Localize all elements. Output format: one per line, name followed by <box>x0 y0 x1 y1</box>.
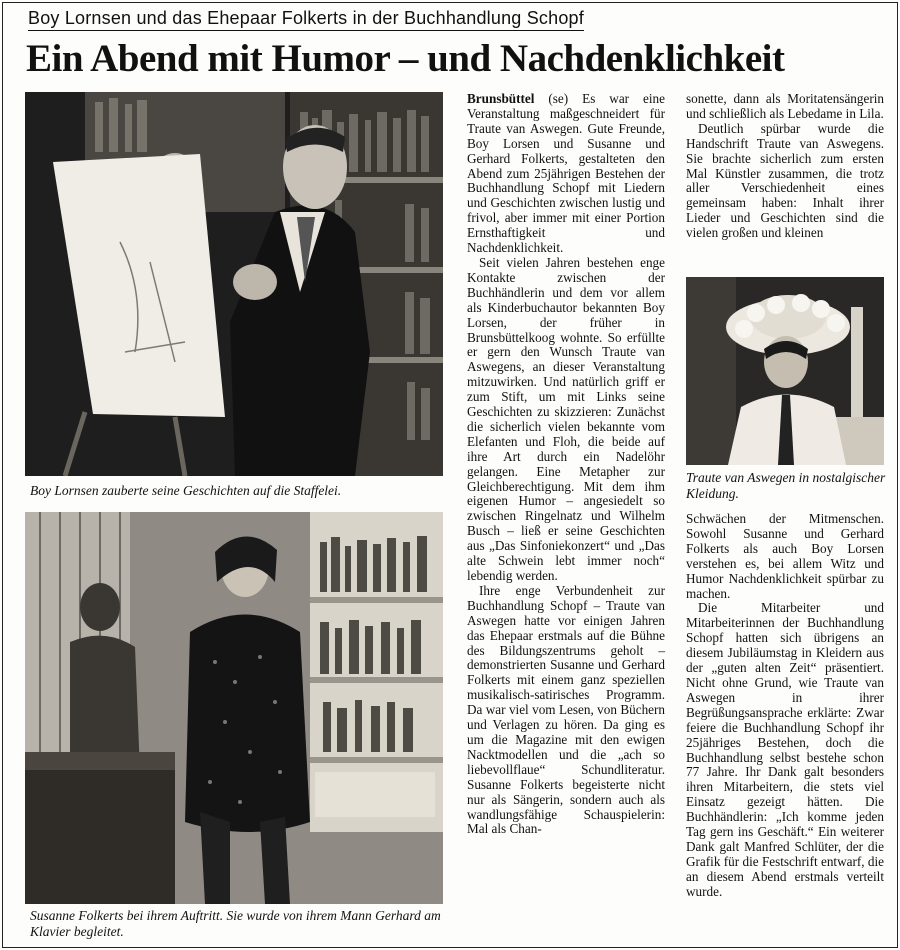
photo-traute-caption: Traute van Aswegen in nostalgischer Kleidung. <box>686 470 886 501</box>
article-column-3-bottom <box>686 512 884 900</box>
photo-man-caption: Boy Lornsen zauberte seine Geschichten auf die Staffelei. <box>30 483 342 498</box>
article-paragraph: Brunsbüttel (se) Es war eine Veranstaltung maßgeschneidert für Traute van Aswegen. Gute Freunde, Boy Lorsen und Susanne und Gerhard Folkerts, gestalteten den Abend zum 25jährigen Bestehen der Buchhandlung Schopf mit Liedern und Geschichten zwischen lustig und frivol, aber immer mit einer Portion Ernsthaftigkeit und Nachdenklichkeit. <box>467 91 665 256</box>
photo-woman-performing <box>25 512 443 904</box>
article-paragraph: Seit vielen Jahren bestehen enge Kontakte zwischen der Buchhändlerin und dem vor allem als Kinderbuchautor bekannten Boy Lorsen, der früher in Brunsbüttelkoog wohnte. So erfüllte er gern den Wunsch Traute van Aswegens, an dieser Veranstaltung mitzuwirken. Und natürlich griff er zum Stift, um mit Links seine Geschichten zu skizzieren: Zunächst die sicherlich vielen bekannte vom Elefanten und Floh, die beide auf ihre Art durch ein Nadelöhr gelangen. Eine Metapher zur Gleichberechtigung. Mit dem ihm eigenen Humor – angesiedelt so zwischen Ringelnatz und Wilhelm Busch – ließ er seine Geschichten aus „Das Sinfoniekonzert“ und „Das alte Schwein lebt immer noch“ lebendig werden. <box>467 254 665 583</box>
photo-traute-van-aswegen <box>686 277 884 465</box>
article-column-3-top <box>686 92 884 241</box>
article-paragraph: Die Mitarbeiter und Mitarbeiterinnen der Buchhandlung Schopf hatten sich übrigens an diesem Jubiläumstag in Kleidern aus der „guten alten Zeit“ präsentiert. Nicht ohne Grund, wie Traute van Aswegen in ihrer Begrüßungsansprache erklärte: Zwar feiere die Buchhandlung Schopf ihr 25jähriges Bestehen, doch die Buchhandlung selbst bestehe schon 77 Jahre. Ihr Dank galt besonders ihren Mitarbeitern, die stets viel Einsatz gezeigt hätten. Die Buchhändlerin: „Ich komme jeden Tag gern ins Geschäft.“ Ein weiterer Dank galt Manfred Schlüter, der die Grafik für die Festschrift entwarf, die an diesem Abend erstmals verteilt wurde. <box>686 600 884 899</box>
article-paragraph: Schwächen der Mitmenschen. Sowohl Susanne und Gerhard Folkerts als auch Boy Lorsen verstehen es, bei allem Witz und Humor Nachdenklichkeit spürbar zu machen. <box>686 511 884 601</box>
article-paragraph: Deutlich spürbar wurde die Handschrift Traute van Aswegens. Sie brachte sicherlich zum ersten Mal Künstler zusammen, die trotz aller Verschiedenheit eines gemeinsam haben: Inhalt ihrer Lieder und Geschichten sind die vielen großen und kleinen <box>686 120 884 241</box>
article-source: (se) <box>548 91 569 106</box>
photo-man-at-easel <box>25 92 443 476</box>
article-dateline: Brunsbüttel <box>467 91 535 106</box>
kicker-line: Boy Lornsen und das Ehepaar Folkerts in der Buchhandlung Schopf <box>28 8 584 31</box>
article-paragraph: Ihre enge Verbundenheit zur Buchhandlung Schopf – Traute van Aswegen hatte vor einigen Jahren das Ehepaar erstmals auf die Bühne des Bildungszentrums geholt – demonstrierten Susanne und Gerhard Folkerts mit einem ganz speziellen musikalisch-satirisches Programm. Da war viel vom Lesen, von Büchern und Verlagen zu hören. Da ging es um die Magazine mit den ewigen Nacktmodellen und die „ach so liebevollflaue“ Schundliteratur. Susanne Folkerts begeisterte nicht nur als Sängerin, sondern auch als wandlungsfähige Schauspielerin: Mal als Chan- <box>467 582 665 837</box>
headline: Ein Abend mit Humor – und Nachdenklichkeit <box>26 37 785 80</box>
article-paragraph: sonette, dann als Moritatensängerin und schließlich als Lebedame in Lila. <box>686 91 884 121</box>
article-column-2 <box>467 92 665 837</box>
photo-woman-caption: Susanne Folkerts bei ihrem Auftritt. Sie wurde von ihrem Mann Gerhard am Klavier begleitet. <box>30 908 441 939</box>
